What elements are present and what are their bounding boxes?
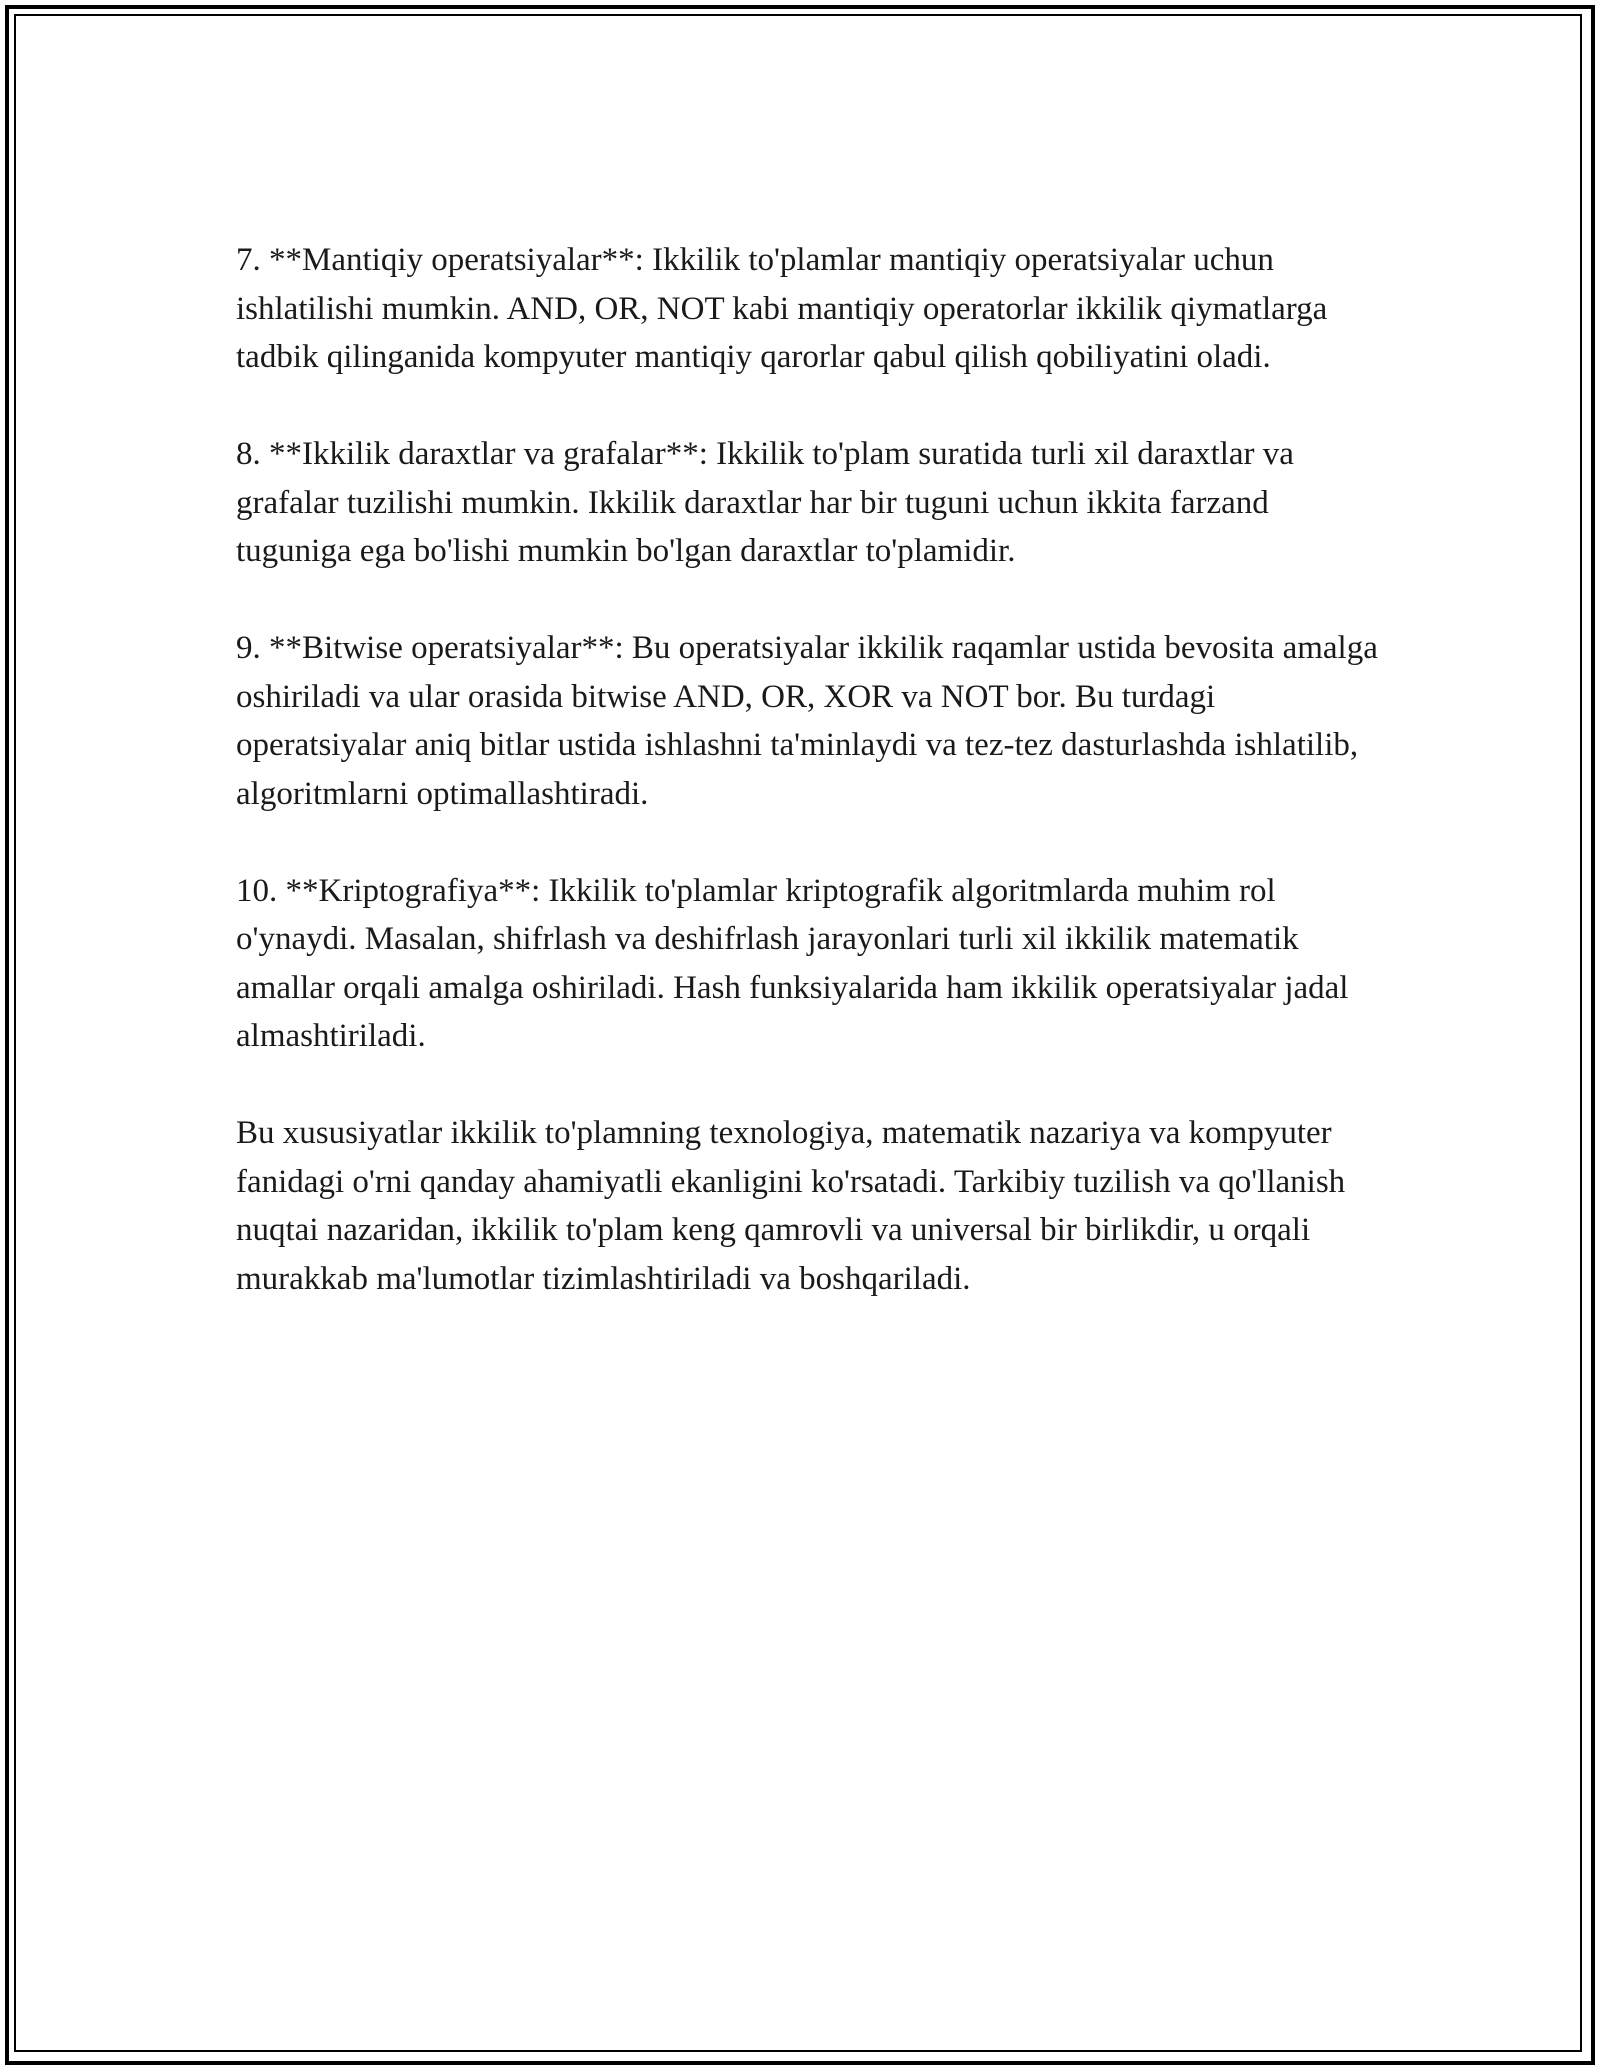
paragraph-mantiqiy-operatsiyalar: 7. **Mantiqiy operatsiyalar**: Ikkilik to'plamlar mantiqiy operatsiyalar uchun ishlatilishi mumkin. AND, OR, NOT kabi mantiqiy operatorlar ikkilik qiymatlarga tadbik qilinganida kompyuter mantiqiy qarorlar qabul qilish qobiliyatini oladi. (236, 242, 1328, 375)
paragraph-conclusion: Bu xususiyatlar ikkilik to'plamning texnologiya, matematik nazariya va kompyuter fanidagi o'rni qanday ahamiyatli ekanligini ko'rsatadi. Tarkibiy tuzilish va qo'llanish nuqtai nazaridan, ikkilik to'plam keng qamrovli va universal bir birlikdir, u orqali murakkab ma'lumotlar tizimlashtiriladi va boshqariladi. (236, 1115, 1346, 1297)
document-body (236, 236, 1386, 1352)
paragraph-ikkilik-daraxtlar: 8. **Ikkilik daraxtlar va grafalar**: Ikkilik to'plam suratida turli xil daraxtlar va grafalar tuzilishi mumkin. Ikkilik daraxtlar har bir tuguni uchun ikkita farzand tuguniga ega bo'lishi mumkin bo'lgan daraxtlar to'plamidir. (236, 436, 1294, 569)
paragraph-bitwise-operatsiyalar: 9. **Bitwise operatsiyalar**: Bu operatsiyalar ikkilik raqamlar ustida bevosita amalga oshiriladi va ular orasida bitwise AND, OR, XOR va NOT bor. Bu turdagi operatsiyalar aniq bitlar ustida ishlashni ta'minlaydi va tez-tez dasturlashda ishlatilib, algoritmlarni optimallashtiradi. (236, 630, 1378, 812)
paragraph-kriptografiya: 10. **Kriptografiya**: Ikkilik to'plamlar kriptografik algoritmlarda muhim rol o'ynaydi. Masalan, shifrlash va deshifrlash jarayonlari turli xil ikkilik matematik amallar orqali amalga oshiriladi. Hash funksiyalarida ham ikkilik operatsiyalar jadal almashtiriladi. (236, 872, 1349, 1054)
